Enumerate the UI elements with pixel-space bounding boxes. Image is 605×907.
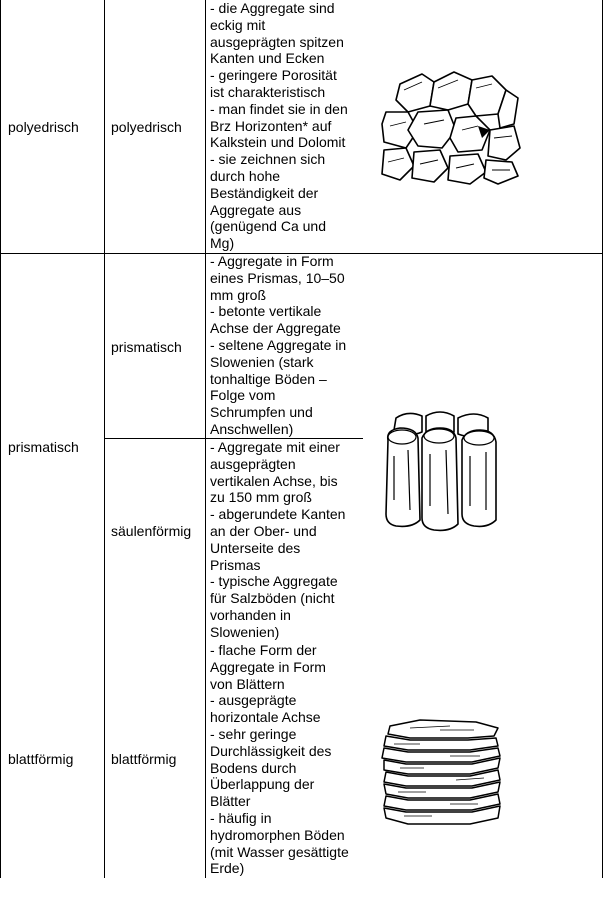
table-divider-col1 xyxy=(104,0,105,878)
columnar-aggregate-icon xyxy=(382,410,502,534)
subform-name-polyedrisch: polyedrisch xyxy=(111,119,182,135)
platy-aggregate-icon xyxy=(380,716,504,832)
table-border-left xyxy=(0,0,1,878)
description-prismatisch: - Aggregate in Form eines Prismas, 10–50 mm groß - betonte vertikale Achse der Aggregate - seltene Aggregate in Slowenien (stark tonhaltige Böden – Folge vom Schrumpfen und Anschwellen) xyxy=(210,253,347,437)
table-divider-col2 xyxy=(205,0,206,878)
description-polyedrisch: - die Aggregate sind eckig mit ausgeprägten spitzen Kanten und Ecken - geringere Porosität ist charakteristisch - man findet sie in den Brz Horizonten* auf Kalkstein und Dolomit - sie zeichnen sich durch hohe Beständigkeit der Aggregate aus (genügend Ca und Mg) xyxy=(210,0,348,252)
subform-name-prismatisch: prismatisch xyxy=(111,339,182,355)
description-blattfoermig: - flache Form der Aggregate in Form von Blättern - ausgeprägte horizontale Achse - sehr geringe Durchlässigkeit des Bodens durch Überlappung der Blätter - häufig in hydromorphen Böden (mit Wasser gesättigte Erde) xyxy=(210,642,349,877)
form-name-prismatisch: prismatisch xyxy=(8,439,79,455)
subform-name-saeulenfoermig: säulenförmig xyxy=(111,523,192,539)
polyhedral-aggregate-icon xyxy=(378,68,526,186)
description-saeulenfoermig: - Aggregate mit einer ausgeprägten vertikalen Achse, bis zu 150 mm groß - abgerundete Kanten an der Ober- und Unterseite des Prismas - typische Aggregate für Salzböden (nicht vorhanden in Slowenien) xyxy=(210,439,346,640)
form-name-polyedrisch: polyedrisch xyxy=(8,119,79,135)
subform-name-blattfoermig: blattförmig xyxy=(111,751,177,767)
form-name-blattfoermig: blattförmig xyxy=(8,751,74,767)
table-border-right xyxy=(602,0,603,878)
